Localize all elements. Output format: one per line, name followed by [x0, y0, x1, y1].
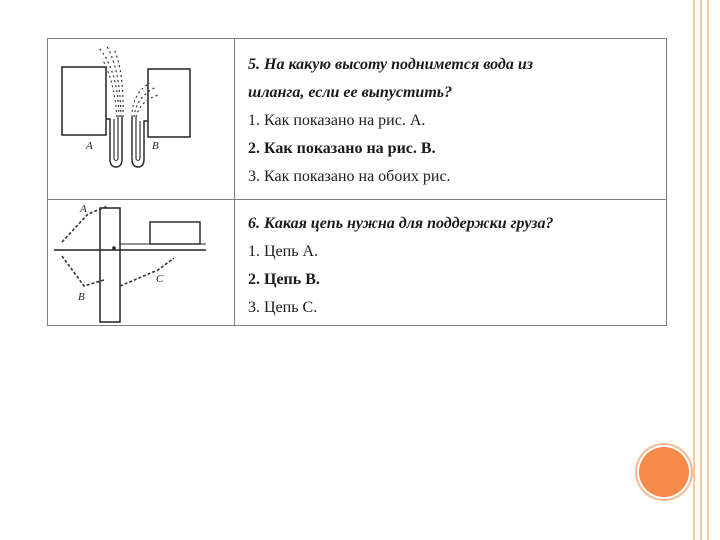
hose-figure-cell: [48, 39, 235, 199]
answer-option-2: 2. Цепь В.: [248, 271, 320, 288]
figure-label-a: A: [80, 203, 87, 215]
hose-water-figure: [48, 39, 234, 199]
chain-figure-cell: [48, 200, 235, 325]
figure-label-a: A: [86, 140, 93, 152]
figure-label-b: B: [152, 140, 159, 152]
question-6-text: [248, 210, 660, 322]
decorative-line: [707, 0, 709, 540]
question-title: 6. Какая цепь нужна для поддержки груза?: [248, 215, 554, 232]
answer-option-2: 2. Как показано на рис. В.: [248, 140, 436, 157]
figure-label-b: B: [78, 291, 85, 303]
figure-label-c: C: [156, 273, 164, 285]
question-title-continued: шланга, если ее выпустить?: [248, 84, 453, 101]
decorative-line: [693, 0, 695, 540]
questions-table: [47, 38, 667, 326]
chain-load-figure: [48, 200, 234, 325]
answer-option-3: 3. Цепь С.: [248, 299, 318, 316]
question-row-5: [48, 39, 666, 200]
answer-option-3: 3. Как показано на обоих рис.: [248, 168, 451, 185]
answer-option-1: 1. Цепь А.: [248, 243, 319, 260]
decorative-line: [700, 0, 702, 540]
answer-option-1: 1. Как показано на рис. А.: [248, 112, 426, 129]
question-title: 5. На какую высоту поднимется вода из: [248, 56, 533, 73]
decorative-circle: [639, 447, 689, 497]
question-5-text: [248, 51, 660, 191]
question-row-6: [48, 200, 666, 325]
